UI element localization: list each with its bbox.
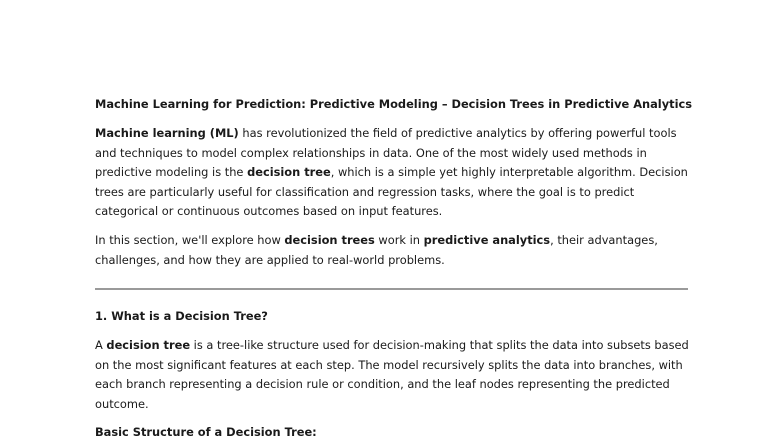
subsection-heading: Basic Structure of a Decision Tree: (95, 424, 317, 439)
bold-term: Machine learning (ML) (95, 126, 239, 140)
paragraph-text: has revolutionized the field of predictive analytics by offering powerful tools and techniques to model complex relationships in data. One of the most widely used methods in predictive modeling is the (95, 126, 677, 180)
paragraph-text: work in (374, 232, 424, 247)
paragraph-text: , which is a simple yet highly interpretable algorithm. Decision trees are particularly useful for classification and regression tasks, where the goal is to predict categorical or continuous outcomes based on input features. (95, 165, 688, 219)
paragraph-text: , their advantages, challenges, and how they are applied to real-world problems. (95, 232, 658, 267)
document-body (95, 96, 695, 440)
horizontal-divider (95, 288, 688, 290)
section-paragraph (95, 336, 695, 414)
document-title: Machine Learning for Prediction: Predictive Modeling – Decision Trees in Predictive Analytics (95, 97, 693, 111)
intro-paragraph-1 (95, 124, 695, 222)
paragraph-text: is a tree-like structure used for decision-making that splits the data into subsets based on the most significant features at each step. The model recursively splits the data into branches, with each branch representing a decision rule or condition, and the leaf nodes representing the predicted outcome. (95, 338, 689, 411)
bold-term: decision tree (106, 338, 191, 353)
paragraph-text: A (95, 338, 107, 353)
intro-paragraph-2 (95, 231, 695, 270)
paragraph-text: In this section, we'll explore how (95, 232, 285, 247)
bold-term: decision tree (247, 165, 331, 180)
bold-term: predictive analytics (423, 232, 551, 247)
section-heading: 1. What is a Decision Tree? (95, 309, 268, 324)
bold-term: decision trees (284, 232, 375, 247)
